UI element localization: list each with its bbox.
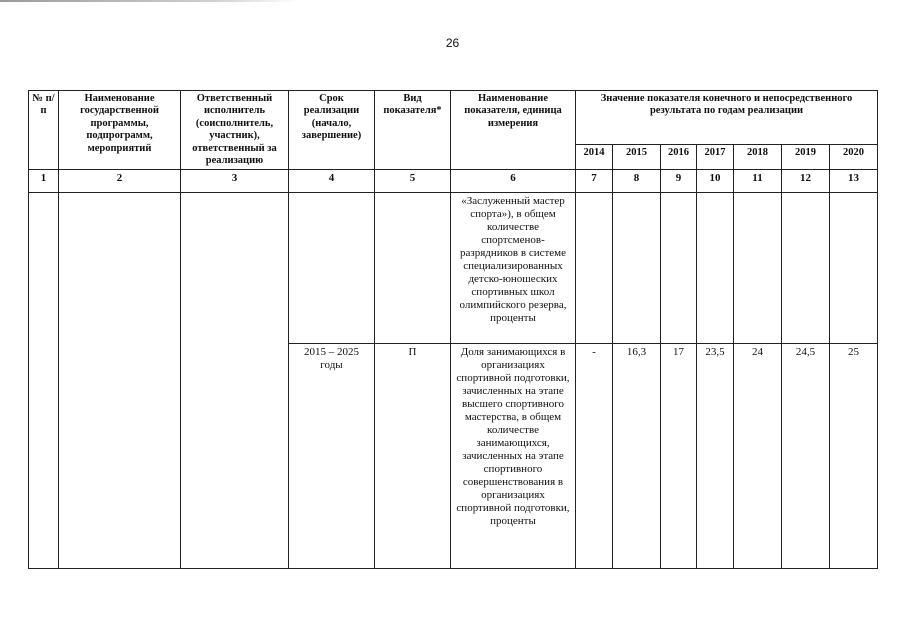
column-number: 11 [734, 170, 782, 193]
cell-value [734, 193, 782, 344]
column-number: 2 [59, 170, 181, 193]
cell-indicator-type [375, 193, 451, 344]
cell-executor [181, 193, 289, 569]
cell-value: 16,3 [613, 344, 661, 569]
column-number: 6 [451, 170, 576, 193]
table-row [29, 193, 878, 344]
header-year: 2016 [661, 145, 697, 170]
cell-value: - [576, 344, 613, 569]
column-number: 10 [697, 170, 734, 193]
header-year: 2017 [697, 145, 734, 170]
header-term: Срок реализации (начало, завершение) [289, 91, 375, 170]
header-year: 2014 [576, 145, 613, 170]
cell-indicator-name: Доля занимающихся в организациях спортивной подготовки, зачисленных на этапе высшего спортивного мастерства, в общем количестве занимающихся, зачисленных на этапе спортивного совершенствования в организациях спортивной подготовки, проценты [451, 344, 576, 569]
cell-term [289, 193, 375, 344]
column-number: 9 [661, 170, 697, 193]
column-number: 8 [613, 170, 661, 193]
column-number: 13 [830, 170, 878, 193]
header-program-name: Наименование государственной программы, подпрограмм, мероприятий [59, 91, 181, 170]
cell-term: 2015 – 2025 годы [289, 344, 375, 569]
cell-value [613, 193, 661, 344]
cell-value: 25 [830, 344, 878, 569]
header-year: 2018 [734, 145, 782, 170]
cell-value [782, 193, 830, 344]
cell-value: 17 [661, 344, 697, 569]
cell-value: 24,5 [782, 344, 830, 569]
column-number: 5 [375, 170, 451, 193]
column-number: 12 [782, 170, 830, 193]
cell-value [830, 193, 878, 344]
header-year: 2019 [782, 145, 830, 170]
column-number: 3 [181, 170, 289, 193]
cell-indicator-name: «Заслуженный мастер спорта»), в общем количестве спортсменов-разрядников в системе специализированных детско-юношеских спортивных школ олимпийского резерва, проценты [451, 193, 576, 344]
header-indicator-name: Наименование показателя, единица измерения [451, 91, 576, 170]
header-executor: Ответственный исполнитель (соисполнитель, участник), ответственный за реализацию [181, 91, 289, 170]
scan-edge-line [0, 0, 300, 2]
cell-value [661, 193, 697, 344]
header-number: № п/п [29, 91, 59, 170]
header-indicator-type: Вид показателя* [375, 91, 451, 170]
indicators-table [28, 90, 878, 569]
column-number: 4 [289, 170, 375, 193]
page-number: 26 [445, 36, 460, 50]
header-values-group: Значение показателя конечного и непосредственного результата по годам реализации [576, 91, 878, 145]
column-number: 7 [576, 170, 613, 193]
cell-indicator-type: П [375, 344, 451, 569]
cell-value [697, 193, 734, 344]
column-number: 1 [29, 170, 59, 193]
column-numbers-row [29, 170, 878, 193]
cell-value: 24 [734, 344, 782, 569]
cell-number [29, 193, 59, 569]
table-header-row [29, 91, 878, 145]
header-year: 2020 [830, 145, 878, 170]
cell-value [576, 193, 613, 344]
cell-program-name [59, 193, 181, 569]
header-year: 2015 [613, 145, 661, 170]
cell-value: 23,5 [697, 344, 734, 569]
